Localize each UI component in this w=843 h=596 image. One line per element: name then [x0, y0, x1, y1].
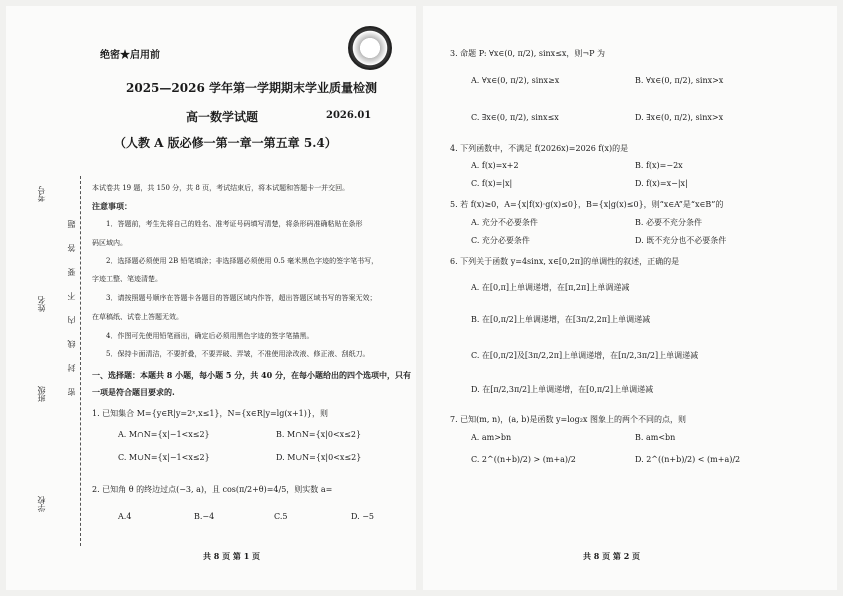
q5-option-c: C. 充分必要条件 [471, 236, 530, 245]
seal-line [80, 176, 81, 546]
q1-option-c: C. M∪N={x|−1<x≤2} [118, 453, 210, 462]
q3-option-a: A. ∀x∈(0, π/2), sinx≥x [471, 76, 560, 85]
right-page [423, 6, 837, 590]
q5-option-b: B. 必要不充分条件 [635, 218, 702, 227]
page-footer-2: 共 8 页 第 2 页 [583, 551, 641, 561]
q6-option-b: B. 在[0,π/2]上单调递增，在[3π/2,2π]上单调递减 [471, 315, 651, 324]
q3-option-b: B. ∀x∈(0, π/2), sinx>x [635, 76, 724, 85]
secret-label: 绝密★启用前 [100, 50, 160, 61]
notes-title: 注意事项： [92, 201, 132, 211]
intro-text: 本试卷共 19 题，共 150 分，共 8 页，考试结束后，将本试题和答题卡一并交回。 [92, 184, 350, 192]
note-line: 在草稿纸、试卷上答题无效。 [92, 313, 183, 321]
note-line: 5．保持卡面清洁，不要折叠，不要弄破、弄皱，不准使用涂改液、修正液、刮纸刀。 [106, 350, 370, 358]
q1-option-b: B. M∩N={x|0<x≤2} [276, 430, 362, 439]
q4-stem: 4. 下列函数中，不满足 f(2026x)=2026 f(x)的是 [450, 144, 629, 153]
section-title: 一、选择题：本题共 8 小题，每小题 5 分，共 40 分，在每小题给出的四个选项中，只有 [92, 370, 411, 380]
exam-scope: （人教 A 版必修一第一章一第五章 5.4） [114, 136, 337, 150]
q7-option-c: C. 2^((n+b)/2) > (m+a)/2 [471, 455, 576, 464]
q4-option-c: C. f(x)=|x| [471, 179, 513, 188]
q6-option-c: C. 在[0,π/2]及[3π/2,2π]上单调递增，在[π/2,3π/2]上单调递减 [471, 351, 699, 360]
q2-option-c: C.5 [274, 512, 288, 521]
q4-option-b: B. f(x)=−2x [635, 161, 683, 170]
note-line: 3．请按照题号顺序在答题卡各题目的答题区域内作答，超出答题区域书写的答案无效； [106, 294, 377, 302]
q7-option-d: D. 2^((n+b)/2) < (m+a)/2 [635, 455, 741, 464]
q3-option-c: C. ∃x∈(0, π/2), sinx≤x [471, 113, 559, 122]
q3-stem: 3. 命题 P: ∀x∈(0, π/2), sinx≤x，则¬P 为 [450, 49, 606, 58]
q2-option-a: A.4 [118, 512, 132, 521]
gutter-xingming: 姓名 [37, 296, 46, 312]
q5-option-d: D. 既不充分也不必要条件 [635, 236, 727, 245]
q5-stem: 5. 若 f(x)≥0，A={x|f(x)·g(x)≤0}，B={x|g(x)≤0}，则“x∈A”是“x∈B”的 [450, 200, 724, 209]
exam-date: 2026.01 [326, 110, 372, 121]
q7-stem: 7. 已知(m, n)，(a, b)是函数 y=log₂x 图象上的两个不同的点，则 [450, 415, 686, 424]
note-line: 2．选择题必须使用 2B 铅笔填涂；非选择题必须使用 0.5 毫米黑色字迹的签字笔书写， [106, 257, 379, 265]
q1-option-a: A. M∩N={x|−1<x≤2} [118, 430, 210, 439]
q1-option-d: D. M∪N={x|0<x≤2} [276, 453, 362, 462]
q1-stem: 1. 已知集合 M={y∈R|y=2ˣ,x≤1}，N={x∈R|y=lg(x+1)}，则 [92, 409, 328, 418]
q7-option-b: B. am<bn [635, 433, 676, 442]
note-line: 1．答题前，考生先将自己的姓名、准考证号码填写清楚，将条形码准确粘贴在条形 [106, 220, 363, 228]
note-line: 字迹工整、笔迹清楚。 [92, 275, 162, 283]
q5-option-a: A. 充分不必要条件 [471, 218, 538, 227]
q3-option-d: D. ∃x∈(0, π/2), sinx>x [635, 113, 724, 122]
q2-option-d: D. −5 [351, 512, 375, 521]
note-line: 4．作图可先使用铅笔画出，确定后必须用黑色字迹的签字笔描黑。 [106, 332, 314, 340]
q7-option-a: A. am>bn [471, 433, 512, 442]
subject-title: 高一数学试题 [186, 110, 259, 124]
gutter-seal-text: 密 封 线 内 不 要 答 题 [67, 216, 76, 396]
note-line: 码区域内。 [92, 239, 127, 247]
gutter-xuexiao: 学校 [37, 496, 46, 512]
q2-option-b: B.−4 [194, 512, 215, 521]
q6-stem: 6. 下列关于函数 y=4sinx, x∈[0,2π]的单调性的叙述，正确的是 [450, 257, 680, 266]
gutter-banji: 班级 [37, 386, 46, 402]
gutter-kaohao: 考号 [37, 186, 46, 202]
q2-stem: 2. 已知角 θ 的终边过点(−3, a)，且 cos(π/2+θ)=4/5，则实数 a= [92, 485, 333, 494]
left-page [6, 6, 416, 590]
exam-title: 2025—2026 学年第一学期期末学业质量检测 [126, 81, 377, 95]
section-title-cont: 一项是符合题目要求的. [92, 387, 175, 397]
q4-option-d: D. f(x)=x−|x| [635, 179, 688, 188]
q4-option-a: A. f(x)=x+2 [471, 161, 519, 170]
q6-option-d: D. 在[π/2,3π/2]上单调递增，在[0,π/2]上单调递减 [471, 385, 654, 394]
page-footer-1: 共 8 页 第 1 页 [203, 551, 261, 561]
q6-option-a: A. 在[0,π]上单调递增，在[π,2π]上单调递减 [471, 283, 630, 292]
school-seal-logo [348, 26, 392, 70]
